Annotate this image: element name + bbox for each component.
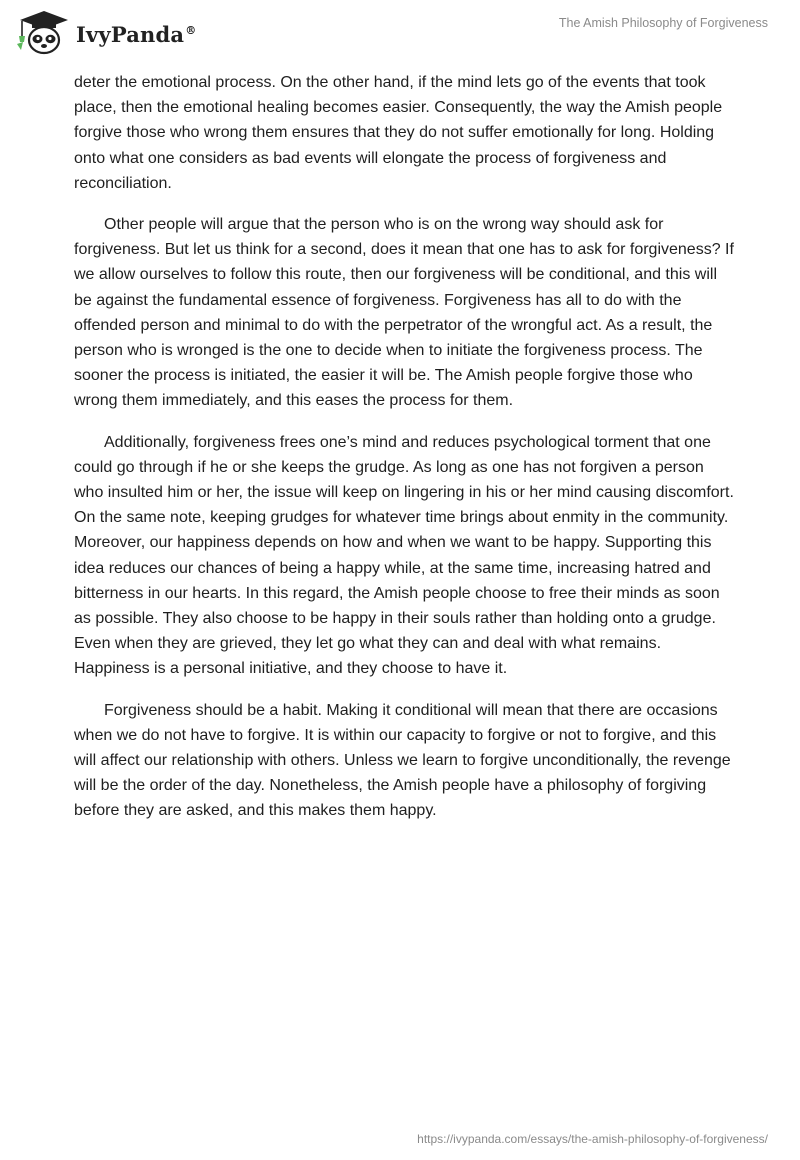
document-title: The Amish Philosophy of Forgiveness <box>558 16 768 30</box>
brand-name: IvyPanda® <box>76 21 197 47</box>
source-url[interactable]: https://ivypanda.com/essays/the-amish-philosophy-of-forgiveness/ <box>417 1132 768 1146</box>
paragraph-1: deter the emotional process. On the other hand, if the mind lets go of the events that took place, then the emotional healing becomes easier. Consequently, the way the Amish people forgive those who wrong them ensures that they do not suffer emotionally for long. Holding onto what one considers as bad events will elongate the process of forgiveness and reconciliation. <box>74 74 723 192</box>
paragraph-3: Additionally, forgiveness frees one’s mind and reduces psychological torment that one could go through if he or she keeps the grudge. As long as one has not forgiven a person who insulted him or her, the issue will keep on lingering in his or her mind causing discomfort. On the same note, keeping grudges for whatever time brings about enmity in the community. Moreover, our happiness depends on how and when we want to be happy. Supporting this idea reduces our chances of being a happy while, at the same time, increasing hatred and bitterness in our hearts. In this regard, the Amish people choose to free their minds as soon as possible. They also choose to be happy in their souls rather than holding onto a grudge. Even when they are grieved, they let go what they can and deal with what remains. Happiness is a personal initiative, and they choose to have it. <box>74 433 734 678</box>
paragraph-2: Other people will argue that the person who is on the wrong way should ask for forgiveness. But let us think for a second, does it mean that one has to ask for forgiveness? If we allow ourselves to follow this route, then our forgiveness will be conditional, and this will be against the fundamental essence of forgiveness. Forgiveness has all to do with the offended person and minimal to do with the perpetrator of the wrongful act. As a result, the person who is wronged is the one to decide when to initiate the forgiveness process. The sooner the process is initiated, the easier it will be. The Amish people forgive those who wrong them immediately, and this eases the process for them. <box>74 216 734 410</box>
page-header <box>0 0 800 70</box>
essay-body <box>74 70 734 840</box>
paragraph-4: Forgiveness should be a habit. Making it conditional will mean that there are occasions when we do not have to forgive. It is within our capacity to forgive or not to forgive, and this will affect our relationship with others. Unless we learn to forgive unconditionally, the revenge will be the order of the day. Nonetheless, the Amish people have a philosophy of forgiving before they are asked, and this makes them happy. <box>74 701 731 820</box>
registered-mark: ® <box>185 23 197 37</box>
brand-logo[interactable] <box>14 8 196 56</box>
panda-graduation-cap-icon <box>14 8 72 56</box>
